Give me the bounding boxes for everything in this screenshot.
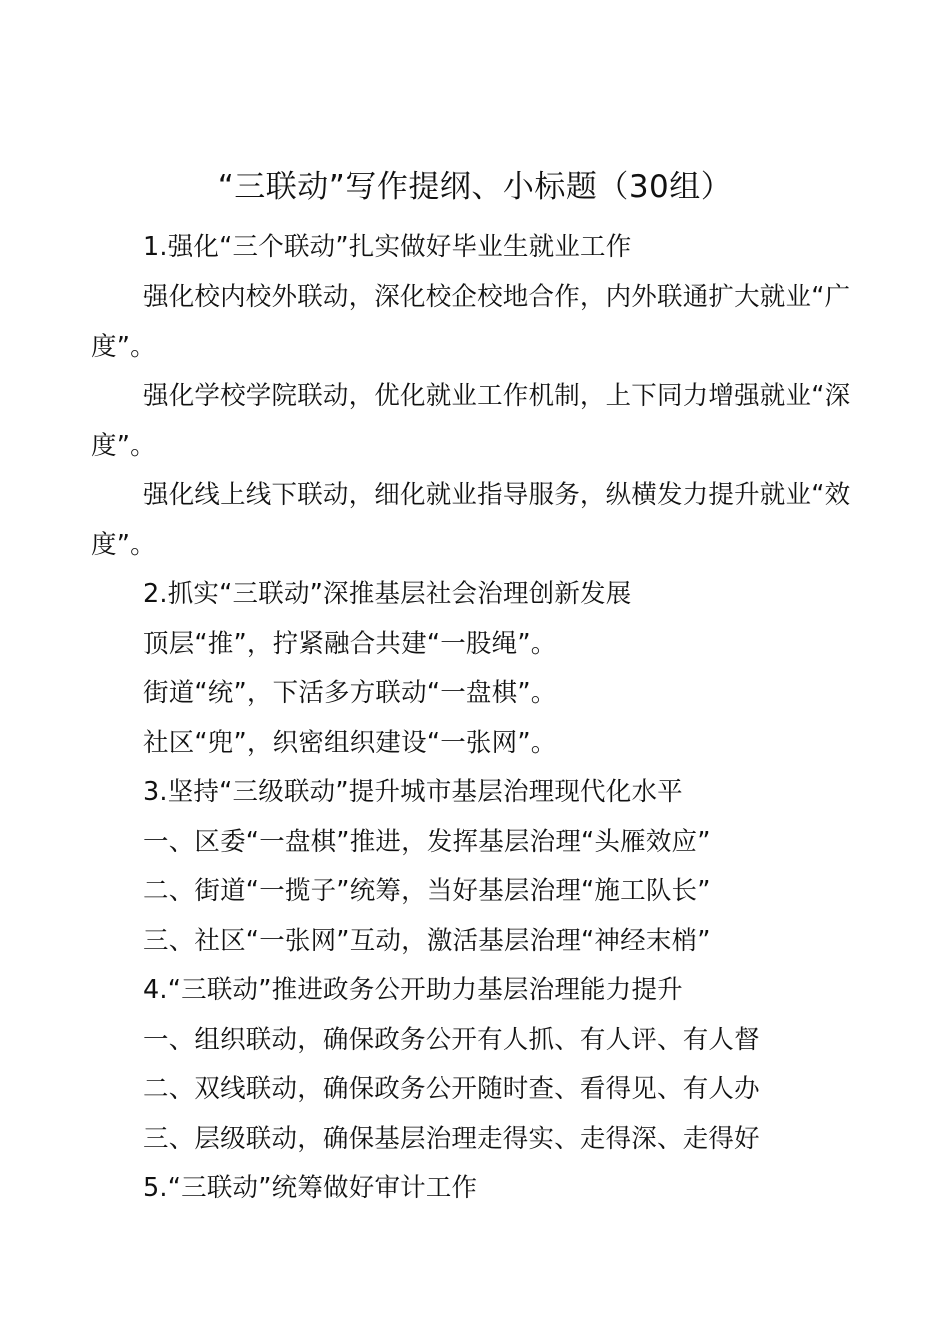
paragraph-line: 顶层“推”，拧紧融合共建“一股绳”。 [143,629,557,659]
paragraph-line: 二、双线联动，确保政务公开随时查、看得见、有人办 [143,1074,760,1104]
paragraph-line: 强化线上线下联动，细化就业指导服务，纵横发力提升就业“效 [143,480,851,510]
paragraph-line-continuation: 度”。 [91,332,156,362]
paragraph-line: 社区“兜”，织密组织建设“一张网”。 [143,728,557,758]
heading-item-4: 4.“三联动”推进政务公开助力基层治理能力提升 [143,975,683,1005]
heading-item-2: 2.抓实“三联动”深推基层社会治理创新发展 [143,579,632,609]
paragraph-line-continuation: 度”。 [91,530,156,560]
document-title: “三联动”写作提纲、小标题（30组） [217,169,733,205]
paragraph-line: 强化学校学院联动，优化就业工作机制，上下同力增强就业“深 [143,381,851,411]
heading-item-3: 3.坚持“三级联动”提升城市基层治理现代化水平 [143,777,683,807]
heading-item-1: 1.强化“三个联动”扎实做好毕业生就业工作 [143,232,632,262]
paragraph-line: 三、社区“一张网”互动，激活基层治理“神经末梢” [143,926,711,956]
paragraph-line-continuation: 度”。 [91,431,156,461]
heading-item-5: 5.“三联动”统筹做好审计工作 [143,1173,478,1203]
paragraph-line: 强化校内校外联动，深化校企校地合作，内外联通扩大就业“广 [143,282,851,312]
paragraph-line: 一、区委“一盘棋”推进，发挥基层治理“头雁效应” [143,827,711,857]
paragraph-line: 一、组织联动，确保政务公开有人抓、有人评、有人督 [143,1025,760,1055]
paragraph-line: 街道“统”，下活多方联动“一盘棋”。 [143,678,557,708]
paragraph-line: 三、层级联动，确保基层治理走得实、走得深、走得好 [143,1124,760,1154]
paragraph-line: 二、街道“一揽子”统筹，当好基层治理“施工队长” [143,876,711,906]
